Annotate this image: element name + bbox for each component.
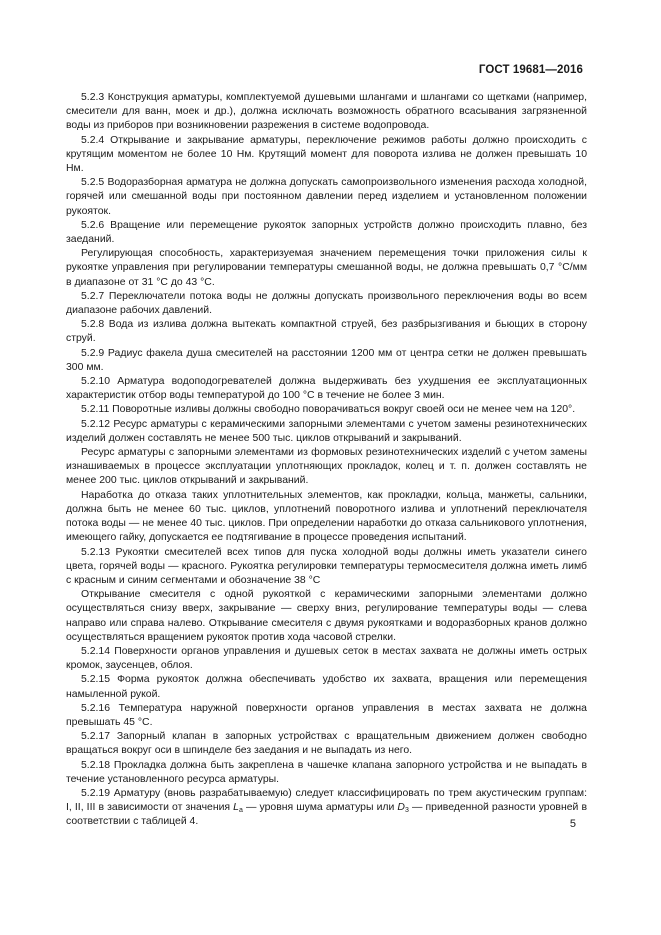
document-body — [66, 91, 587, 830]
paragraph-5-2-9: 5.2.9 Радиус факела душа смесителей на расстоянии 1200 мм от центра сетки не должен превышать 300 мм. — [66, 347, 587, 373]
paragraph-5-2-4: 5.2.4 Открывание и закрывание арматуры, переключение режимов работы должно происходить с крутящим моментом не более 10 Нм. Крутящий момент для поворота излива не должен превышать 10 Нм. — [66, 134, 587, 175]
paragraph-seal-lifetime: Наработка до отказа таких уплотнительных элементов, как прокладки, кольца, манжеты, сальники, должна быть не менее 60 тыс. циклов, уплотнений поворотного излива и уплотнений переключателя потока воды — не менее 40 тыс. циклов. При определении наработки до отказа сальникового уплотнения, имеющего гайку, допускается ее подтягивание в процессе проведения испытаний. — [66, 489, 587, 544]
paragraph-5-2-15: 5.2.15 Форма рукояток должна обеспечивать удобство их захвата, вращения или перемещения намыленной рукой. — [66, 674, 587, 700]
document-header: ГОСТ 19681—2016 — [478, 64, 583, 76]
level-difference-subscript: 3 — [404, 807, 409, 815]
paragraph-5-2-7: 5.2.7 Переключатели потока воды не должны допускать произвольного переключения воды во всем диапазоне рабочих давлений. — [66, 290, 587, 317]
paragraph-opening-direction: Открывание смесителя с одной рукояткой с керамическими запорными элементами должно осуществляться снизу вверх, закрывание — сверху вниз, регулирование температуры воды — слева направо или справа налево. Открывание смесителя с двумя рукоятками и водоразборных кранов должно осуществляться вращением рукояток против хода часовой стрелки. — [66, 589, 587, 643]
page-number: 5 — [569, 818, 576, 830]
level-difference-symbol: D — [397, 802, 405, 814]
paragraph-5-2-3: 5.2.3 Конструкция арматуры, комплектуемой душевыми шлангами и шлангами со щетками (например, смесители для ванн, моек и др.), должна исключать возможность обратного всасывания загрязненной воды из приборов при возникновении разрежения в системе водопровода. — [66, 92, 587, 132]
paragraph-5-2-17: 5.2.17 Запорный клапан в запорных устройствах с вращательным движением должен свободно вращаться вокруг оси в шпинделе без заедания и не выпадать из него. — [66, 731, 587, 757]
paragraph-5-2-19-text-3: — приведенной разности уровней в соответствии с таблицей 4. — [66, 802, 587, 828]
paragraph-5-2-13: 5.2.13 Рукоятки смесителей всех типов для пуска холодной воды должны иметь указатели синего цвета, горячей воды — красного. Рукоятка регулировки температуры термосмесителя должна иметь лимб с красным и синим сегментами и обозначение 38 °С — [66, 546, 587, 586]
paragraph-regulating-capacity: Регулирующая способность, характеризуемая значением перемещения точки приложения силы к рукоятке управления при регулировании температуры смешанной воды, не должна превышать 0,7 °С/мм в диапазоне от 31 °С до 43 °С. — [66, 248, 587, 288]
paragraph-5-2-16: 5.2.16 Температура наружной поверхности органов управления в местах захвата не должна превышать 45 °С. — [66, 702, 587, 728]
paragraph-5-2-12: 5.2.12 Ресурс арматуры с керамическими запорными элементами с учетом замены резинотехнических изделий должен составлять не менее 500 тыс. циклов открываний и закрываний. — [66, 418, 587, 444]
paragraph-5-2-18: 5.2.18 Прокладка должна быть закреплена в чашечке клапана запорного устройства и не выпадать в течение установленного ресурса арматуры. — [66, 759, 587, 785]
paragraph-5-2-8: 5.2.8 Вода из излива должна вытекать компактной струей, без разбрызгивания и бьющих в сторону струй. — [66, 319, 587, 345]
paragraph-5-2-19-text-2: — уровня шума арматуры или — [242, 802, 398, 814]
paragraph-5-2-19 — [66, 787, 587, 830]
paragraph-resource-rubber: Ресурс арматуры с запорными элементами из формовых резинотехнических изделий с учетом замены изнашиваемых в процессе эксплуатации уплотняющих прокладок, колец и т. п. должен составлять не менее 200 тыс. циклов открываний и закрываний. — [66, 447, 587, 487]
paragraph-5-2-10: 5.2.10 Арматура водоподогревателей должна выдерживать без ухудшения ее эксплуатационных характеристик отбор воды температурой до 100 °С в течение не более 3 мин. — [66, 376, 587, 402]
paragraph-5-2-11: 5.2.11 Поворотные изливы должны свободно поворачиваться вокруг своей оси не менее чем на 120°. — [81, 404, 576, 416]
noise-level-symbol: L — [233, 802, 239, 814]
paragraph-5-2-5: 5.2.5 Водоразборная арматура не должна допускать самопроизвольного изменения расхода холодной, горячей или смешанной воды при постоянном давлении перед изделием и установленном положении рукояток. — [66, 177, 587, 217]
paragraph-5-2-6: 5.2.6 Вращение или перемещение рукояток запорных устройств должно происходить плавно, без заеданий. — [66, 219, 587, 246]
paragraph-5-2-14: 5.2.14 Поверхности органов управления и душевых сеток в местах захвата не должны иметь острых кромок, заусенцев, облоя. — [66, 645, 587, 672]
paragraph-5-2-19-text-1: 5.2.19 Арматуру (вновь разрабатываемую) следует классифицировать по трем акустическим группам: I, II, III в зависимости от значения — [66, 787, 587, 814]
noise-level-subscript: a — [238, 807, 243, 815]
